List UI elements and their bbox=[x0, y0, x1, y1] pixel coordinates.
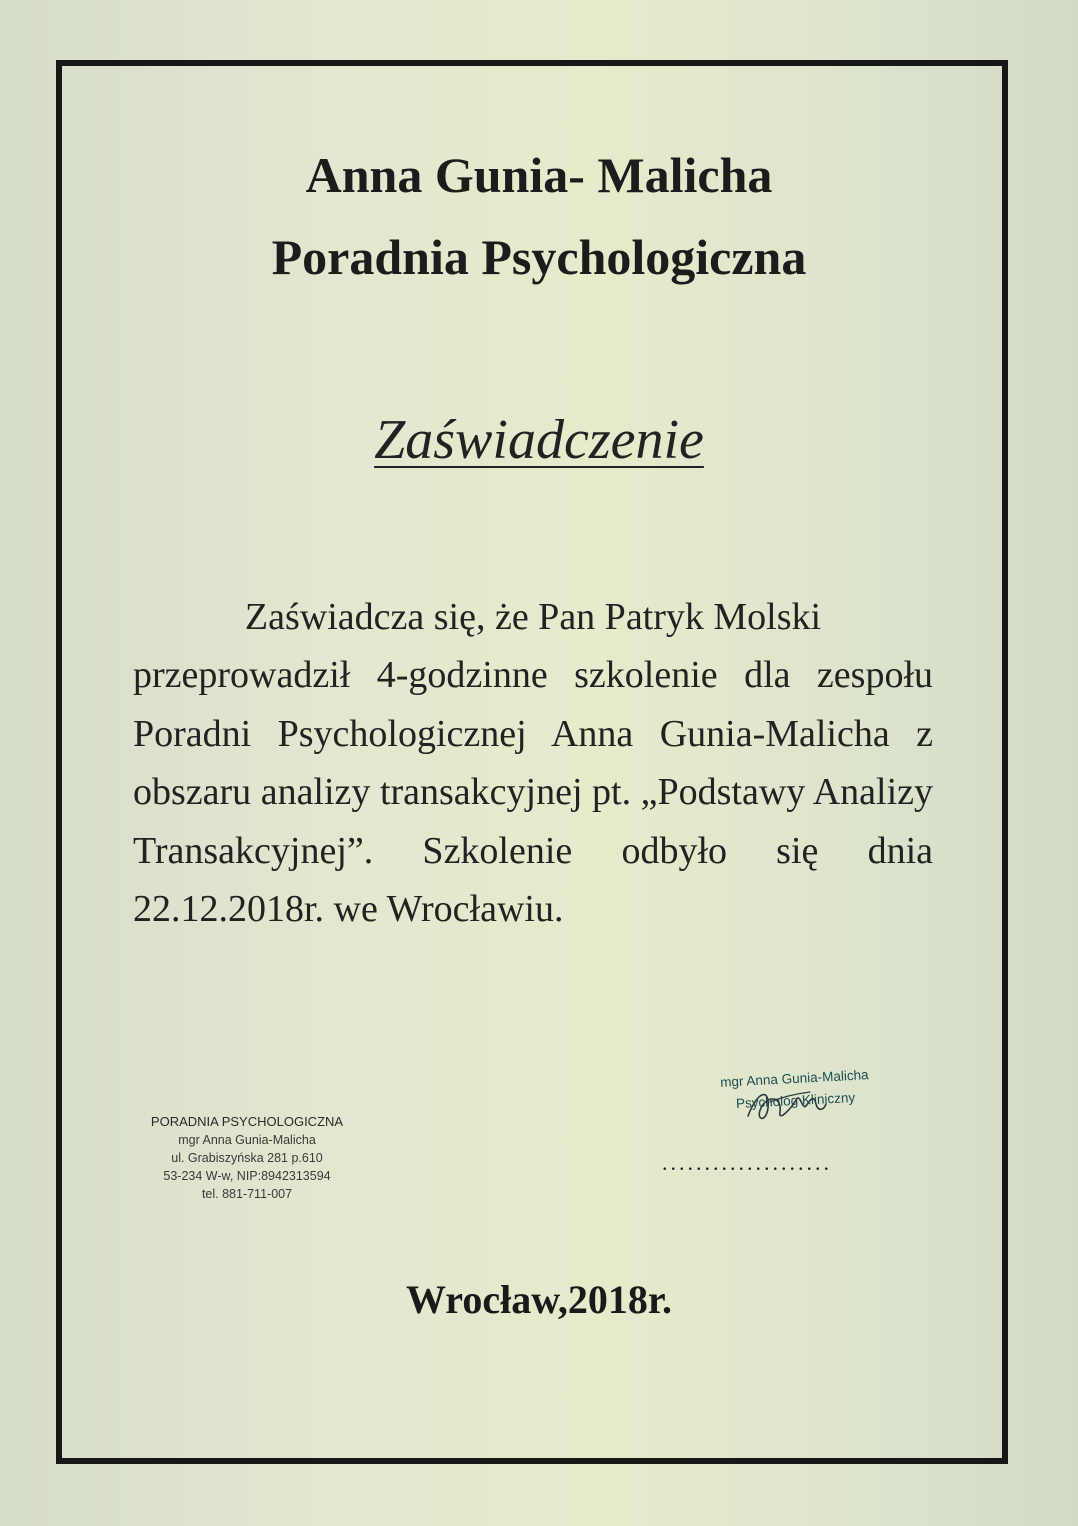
stamp-line-person: mgr Anna Gunia-Malicha bbox=[178, 1133, 316, 1147]
body-first-line: Zaświadcza się, że Pan Patryk Molski bbox=[244, 596, 822, 638]
body-paragraph: przeprowadził 4-godzinne szkolenie dla zespołu Poradni Psychologicznej Anna Gunia-Malicha z obszaru analizy transakcyjnej pt. „Podstawy Analizy Transakcyjnej”. Szkolenie odbyło się dnia 22.12.2018r. we Wrocławiu. bbox=[133, 654, 933, 930]
stamp-line-name: PORADNIA PSYCHOLOGICZNA bbox=[150, 1114, 344, 1129]
stamp-line-postal: 53-234 W-w, NIP:8942313594 bbox=[163, 1169, 331, 1183]
footer-place-date: Wrocław,2018r. bbox=[406, 1277, 672, 1322]
institution-stamp bbox=[138, 1113, 356, 1203]
stamp-line-address: ul. Grabiszyńska 281 p.610 bbox=[171, 1151, 323, 1165]
stamp-line-phone: tel. 881-711-007 bbox=[201, 1187, 293, 1201]
signature-line: .................... bbox=[662, 1150, 832, 1175]
signature-stamp-role: Psycholog Kliniczny bbox=[735, 1089, 856, 1112]
header-name: Anna Gunia- Malicha bbox=[305, 147, 773, 203]
header-institution: Poradnia Psychologiczna bbox=[271, 229, 807, 285]
document-title: Zaświadczenie bbox=[374, 409, 704, 471]
handwritten-signature bbox=[740, 1080, 830, 1130]
signature-stamp-name: mgr Anna Gunia-Malicha bbox=[719, 1067, 869, 1090]
